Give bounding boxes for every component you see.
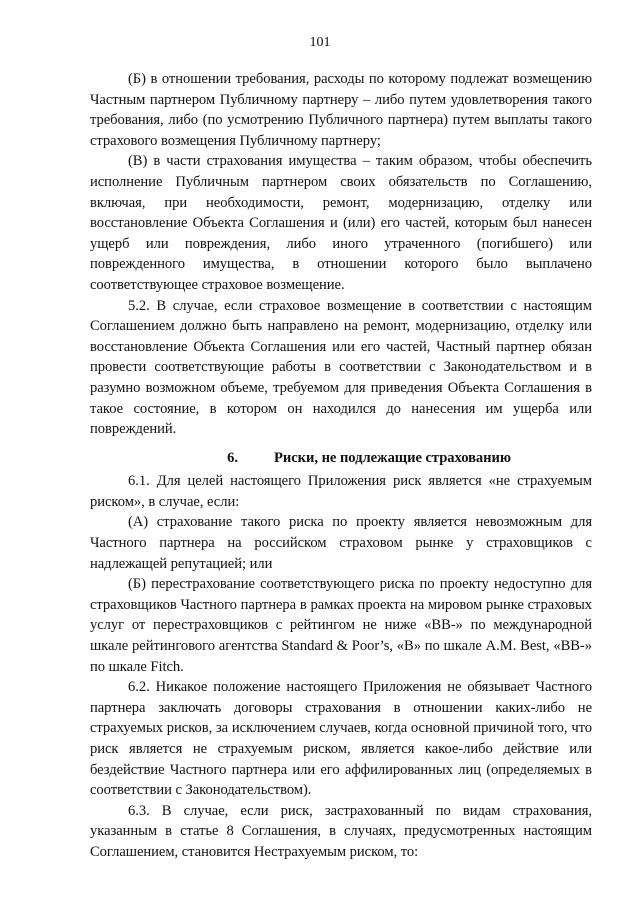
section-number: 6. (227, 449, 238, 466)
section-heading (90, 448, 592, 469)
paragraph-b-reimbursement: (Б) в отношении требования, расходы по которому подлежат возмещению Частным партнером Публичному партнеру – либо путем удовлетворения такого требования, либо (по усмотрению Публичного партнера) путем выплаты такого страхового возмещения Публичному партнеру; (90, 71, 592, 149)
paragraph-a-uninsurable: (А) страхование такого риска по проекту является невозможным для Частного партнера на российском страховом рынке у страховщиков с надлежащей репутацией; или (90, 514, 592, 572)
paragraph-b-reinsurance: (Б) перестрахование соответствующего риска по проекту недоступно для страховщиков Частного партнера в рамках проекта на мировом рынке страховых услуг от перестраховщиков с рейтингом не ниже «BB-» по международной шкале рейтингового агентства Standard & Poor’s, «B» по шкале A.M. Best, «BB-» по шкале Fitch. (90, 576, 592, 675)
page-number: 101 (309, 35, 331, 50)
section-title: Риски, не подлежащие страхованию (274, 449, 511, 466)
paragraph-v-property-insurance: (В) в части страхования имущества – таким образом, чтобы обеспечить исполнение Публичным партнером своих обязательств по Соглашению, включая, при необходимости, ремонт, модернизацию, отделку или восстановление Объекта Соглашения и (или) его частей, которым был нанесен ущерб или повреждения, либо иного утраченного (погибшего) или поврежденного имущества, в отношении которого было выплачено соответствующее страховое возмещение. (90, 153, 592, 293)
document-body (90, 69, 592, 863)
paragraph-6-1: 6.1. Для целей настоящего Приложения риск является «не страхуемым риском», в случае, если: (90, 473, 592, 510)
paragraph-5-2: 5.2. В случае, если страховое возмещение в соответствии с настоящим Соглашением должно быть направлено на ремонт, модернизацию, отделку или восстановление Объекта Соглашения или его частей, Частный партнер обязан провести соответствующие работы в соответствии с Законодательством и в разумно возможном объеме, требуемом для приведения Объекта Соглашения в такое состояние, в котором он находился до нанесения им ущерба или повреждений. (90, 297, 592, 438)
paragraph-6-3: 6.3. В случае, если риск, застрахованный по видам страхования, указанным в статье 8 Соглашения, в случаях, предусмотренных настоящим Соглашением, становится Нестрахуемым риском, то: (90, 802, 592, 860)
paragraph-6-2: 6.2. Никакое положение настоящего Приложения не обязывает Частного партнера заключать договоры страхования в отношении каких-либо не страхуемых рисков, за исключением случаев, когда основной причиной того, что риск является не страхуемым риском, является какое-либо действие или бездействие Частного партнера или его аффилированных лиц (определяемых в соответствии с Законодательством). (90, 679, 592, 799)
